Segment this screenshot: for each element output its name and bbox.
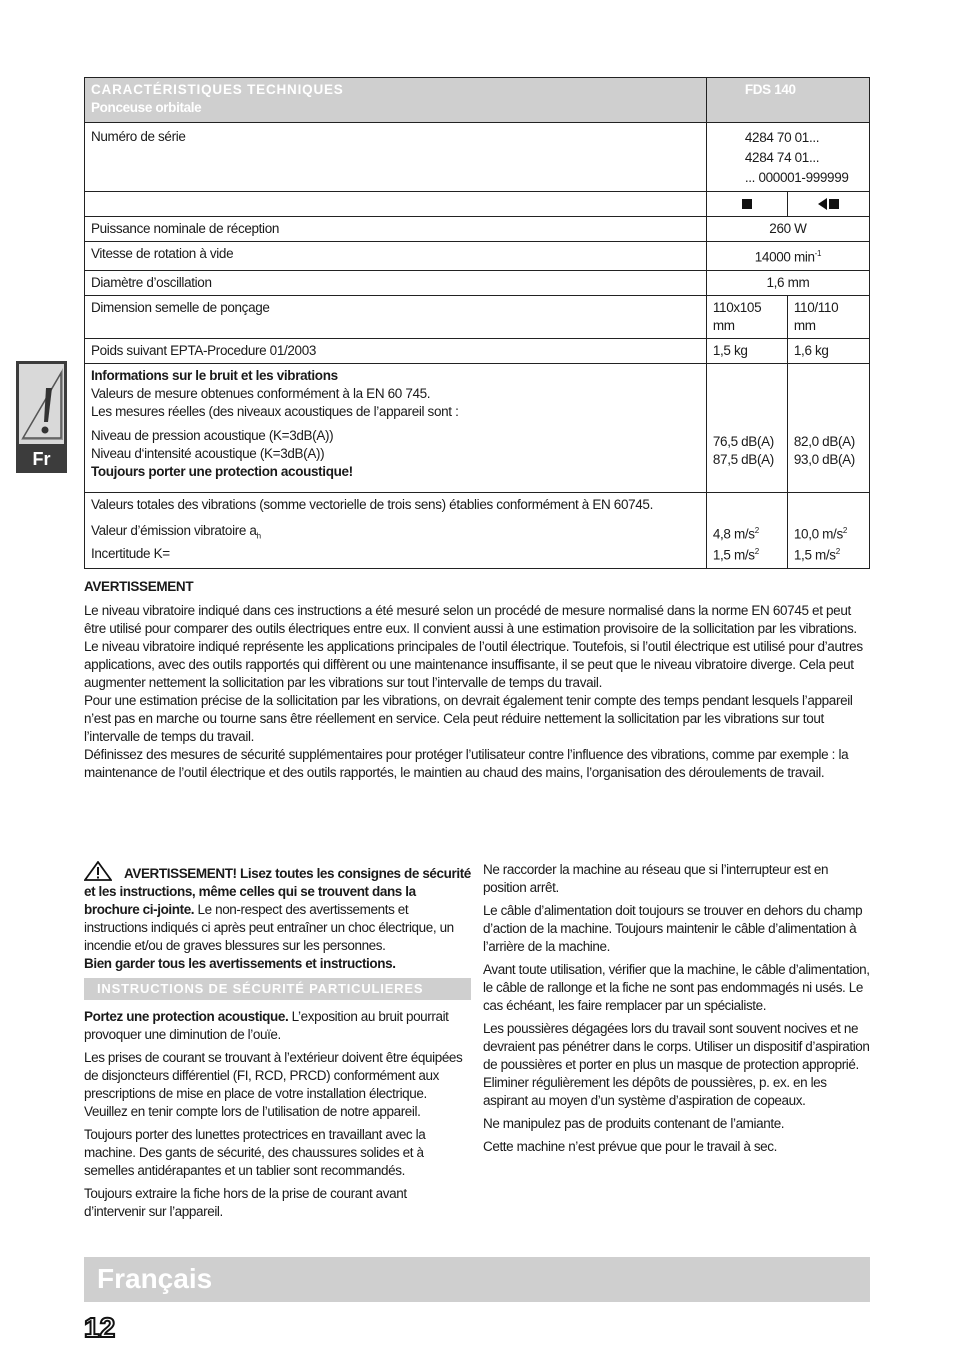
variant-symbol-row [85,192,870,217]
spec-header-cell [85,78,707,123]
general-warning-bold: AVERTISSEMENT! Lisez toutes les consignes de sécurité et les instructions, même celles qui se trouvent dans la brochure ci-jointe. [84,866,471,917]
page-number: 12 [84,1312,116,1343]
safety-left-column [84,861,471,1226]
warning-paragraph: Pour une estimation précise de la sollicitation par les vibrations, on devrait également tenir compte des temps pendant lesquels l’appareil n’est pas en marche ou tourne sans être réellement en service. Cela peut réduire nettement la sollicitation par les vibrations sur tout l’intervalle de temps du travail. [84,693,853,744]
language-footer-bar [84,1257,870,1302]
intensity-value: 87,5 dB(A) [712,451,774,467]
safety-paragraph: Avant toute utilisation, vérifier que la machine, le câble d’alimentation, le câble de rallonge et la fiche ne sont pas endommagés ni usés. Le cas échéant, les faire remplacer par un spécialiste. [483,962,870,1013]
vibration-values-col [706,492,787,568]
spec-subtitle: Ponceuse orbitale [91,100,202,115]
unit-exponent: 2 [754,547,759,556]
safety-paragraph: Toujours extraire la fiche hors de la prise de courant avant d’intervenir sur l’appareil. [84,1186,407,1219]
vibration-info-cell [85,492,707,568]
general-warning-paragraph [84,861,471,973]
unit-exponent: 2 [842,525,847,535]
vibration-emission-label-line [91,522,700,546]
vibration-emission-value: 10,0 m/s [793,526,843,541]
power-row [85,217,870,242]
safety-paragraph: Les prises de courant se trouvant à l’extérieur doivent être équipées de disjoncteurs différentiel (FI, RCD, PRCD) conformément aux prescriptions de mise en place de votre installation électrique. Veuillez en tenir compte lors de l’utilisation de notre appareil. [84,1050,463,1119]
serial-label: Numéro de série [85,123,707,192]
speed-unit-exponent: -1 [814,249,822,258]
vibration-emission-subscript: h [256,531,261,541]
intensity-label: Niveau d‘intensité acoustique (K=3dB(A)) [91,445,325,461]
vibration-emission-value-line [794,522,863,544]
noise-info-cell [85,363,707,492]
safety-paragraph: Les poussières dégagées lors du travail sont souvent nocives et ne devraient pas pénétrer dans le corps. Utiliser un dispositif d’aspiration de poussières et porter en plus un masque de protection approprié. Eliminer régulièrement les dépôts de poussières, p. ex. en les aspirant au moyen d’un système d’aspiration de copeaux. [483,1021,870,1108]
speed-label: Vitesse de rotation à vide [85,242,707,271]
language-side-tab [16,361,67,473]
warning-paragraph: Définissez des mesures de sécurité supplémentaires pour protéger l’utilisateur contre l’influence des vibrations, comme par exemple : la maintenance de l’outil électrique et des outils rapportés, le maintien au chaud des mains, l’organisation des déroulements de travail. [84,747,849,780]
warning-icon [19,364,64,444]
serial-value: ... 000001-999999 [744,170,849,185]
diameter-row [85,270,870,295]
intensity-value: 93,0 dB(A) [793,451,855,467]
safety-right-column [483,861,870,1161]
protection-label: Toujours porter une protection acoustique! [91,463,353,479]
safety-paragraph: Ne manipulez pas de produits contenant de l’amiante. [483,1116,785,1131]
safety-paragraph: Toujours porter des lunettes protectrices en travaillant avec la machine. Des gants de sécurité, des chaussures solides et à semelles antidérapantes et un tablier sont recommandés. [84,1127,426,1178]
vibration-intro: Valeurs totales des vibrations (somme vectorielle de trois sens) établies conformément à EN 60745. [91,496,653,512]
vibration-uncertainty-value: 1,5 m/s [712,547,755,563]
serial-value: 4284 74 01... [744,150,820,165]
power-value: 260 W [706,217,869,242]
square-icon [742,199,752,209]
pressure-value: 82,0 dB(A) [793,433,855,449]
serial-value: 4284 70 01... [744,130,820,145]
language-code: Fr [32,449,51,469]
pressure-value: 76,5 dB(A) [712,433,774,449]
diameter-value: 1,6 mm [706,270,869,295]
power-label: Puissance nominale de réception [85,217,707,242]
vibration-values-col [787,492,869,568]
sole-value: 110x105 mm [706,295,787,338]
serial-row [85,123,870,192]
unit-exponent: 2 [835,547,840,556]
vibration-emission-value-line [713,522,781,544]
weight-value: 1,6 kg [787,338,869,363]
noise-values-col [787,363,869,492]
sole-label: Dimension semelle de ponçage [85,295,707,338]
vibration-emission-value: 4,8 m/s [712,526,755,541]
warning-triangle-icon [84,861,112,881]
vibration-row [85,492,870,568]
square-symbol-cell [706,192,787,217]
serial-values [706,123,869,192]
safety-paragraph: Cette machine n’est prévue que pour le travail à sec. [483,1139,777,1154]
speed-value-cell [706,242,869,271]
square-icon [829,199,839,209]
noise-values-col [706,363,787,492]
general-warning-text: Le non-respect des avertissements et instructions indiqués ci après peut entraîner un choc électrique, un incendie et/ou de graves blessures sur les personnes. [84,902,454,953]
warning-paragraph: Le niveau vibratoire indiqué représente les applications principales de l’outil électrique. Toutefois, si l’outil électrique est utilisé pour d’autres applications, avec des outils rapportés qui diffèrent ou une maintenance insuffisante, il se peut que le niveau vibratoire diverge. Cela peut augmenter nettement la sollicitation par les vibrations sur tout l’intervalle de temps du travail. [84,639,863,690]
noise-title: Informations sur le bruit et les vibrations [91,367,338,383]
vibration-warning-block [84,578,870,782]
noise-line: Les mesures réelles (des niveaux acoustiques de l’appareil sont : [91,403,459,419]
speed-value: 14000 min [754,249,815,265]
sole-row [85,295,870,338]
weight-value: 1,5 kg [706,338,787,363]
spec-title: CARACTÉRISTIQUES TECHNIQUES [91,82,344,97]
warning-paragraph: Le niveau vibratoire indiqué dans ces instructions a été mesuré selon un procédé de mesure normalisé dans la norme EN 60745 et peut être utilisé pour comparer des outils électriques entre eux. Il convient aussi à une estimation provisoire de la sollicitation par les vibrations. [84,603,857,636]
triangle-square-symbol-cell [787,192,869,217]
warning-title: AVERTISSEMENT [84,579,194,594]
spec-table [84,77,870,569]
safety-paragraph-bold: Portez une protection acoustique. [84,1009,289,1024]
section-title-bar: INSTRUCTIONS DE SÉCURITÉ PARTICULIERES [84,978,471,1000]
vibration-emission-label: Valeur d’émission vibratoire a [91,522,257,538]
sole-value: 110/110 mm [787,295,869,338]
noise-row [85,363,870,492]
weight-label: Poids suivant EPTA-Procedure 01/2003 [85,338,707,363]
model-name: FDS 140 [706,78,869,123]
language-title: Français [97,1263,213,1294]
vibration-uncertainty-value-line [794,543,863,565]
safety-paragraph: Ne raccorder la machine au réseau que si l’interrupteur est en position arrêt. [483,862,829,895]
vibration-uncertainty-value: 1,5 m/s [793,547,836,563]
pressure-label: Niveau de pression acoustique (K=3dB(A)) [91,427,334,443]
keep-instructions-text: Bien garder tous les avertissements et instructions. [84,956,396,971]
diameter-label: Diamètre d’oscillation [85,270,707,295]
triangle-left-icon [818,198,827,210]
safety-paragraph: Le câble d’alimentation doit toujours se trouver en dehors du champ d’action de la machine. Toujours maintenir le câble d’alimentation à l’arrière de la machine. [483,903,863,954]
spec-header-row [85,78,870,123]
weight-row [85,338,870,363]
vibration-uncertainty-label: Incertitude K= [91,546,170,562]
unit-exponent: 2 [754,525,759,535]
safety-paragraph [84,1008,471,1044]
vibration-uncertainty-value-line [713,543,781,565]
noise-line: Valeurs de mesure obtenues conformément à la EN 60 745. [91,385,431,401]
speed-row [85,242,870,271]
safety-paragraph-text: L’exposition au bruit pourrait provoquer une diminution de l’ouïe. [84,1009,449,1042]
